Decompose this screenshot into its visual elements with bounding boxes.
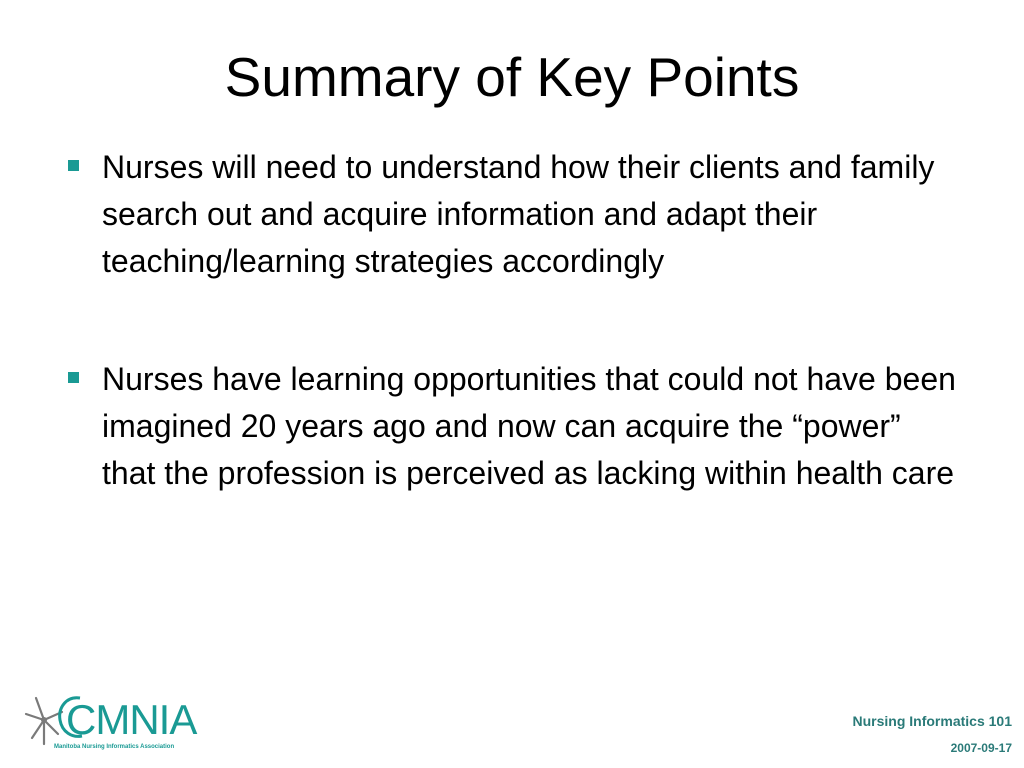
logo-wordmark: CMNIA: [66, 696, 197, 743]
square-bullet-icon: [68, 160, 79, 171]
logo-tagline: Manitoba Nursing Informatics Association: [54, 744, 175, 750]
mnia-logo: [22, 690, 197, 756]
square-bullet-icon: [68, 372, 79, 383]
bullet-item: [62, 144, 962, 285]
footer-course-title: Nursing Informatics 101: [852, 713, 1012, 729]
footer-date: 2007-09-17: [950, 741, 1012, 755]
bullet-item: [62, 356, 962, 497]
bullet-text: Nurses will need to understand how their clients and family search out and acquire information and adapt their teaching/learning strategies accordingly: [102, 149, 935, 279]
slide-title: Summary of Key Points: [224, 46, 800, 108]
bullet-text: Nurses have learning opportunities that could not have been imagined 20 years ago and now can acquire the “power” that the profession is perceived as lacking within health care: [102, 361, 956, 491]
bullet-list: [62, 144, 962, 497]
